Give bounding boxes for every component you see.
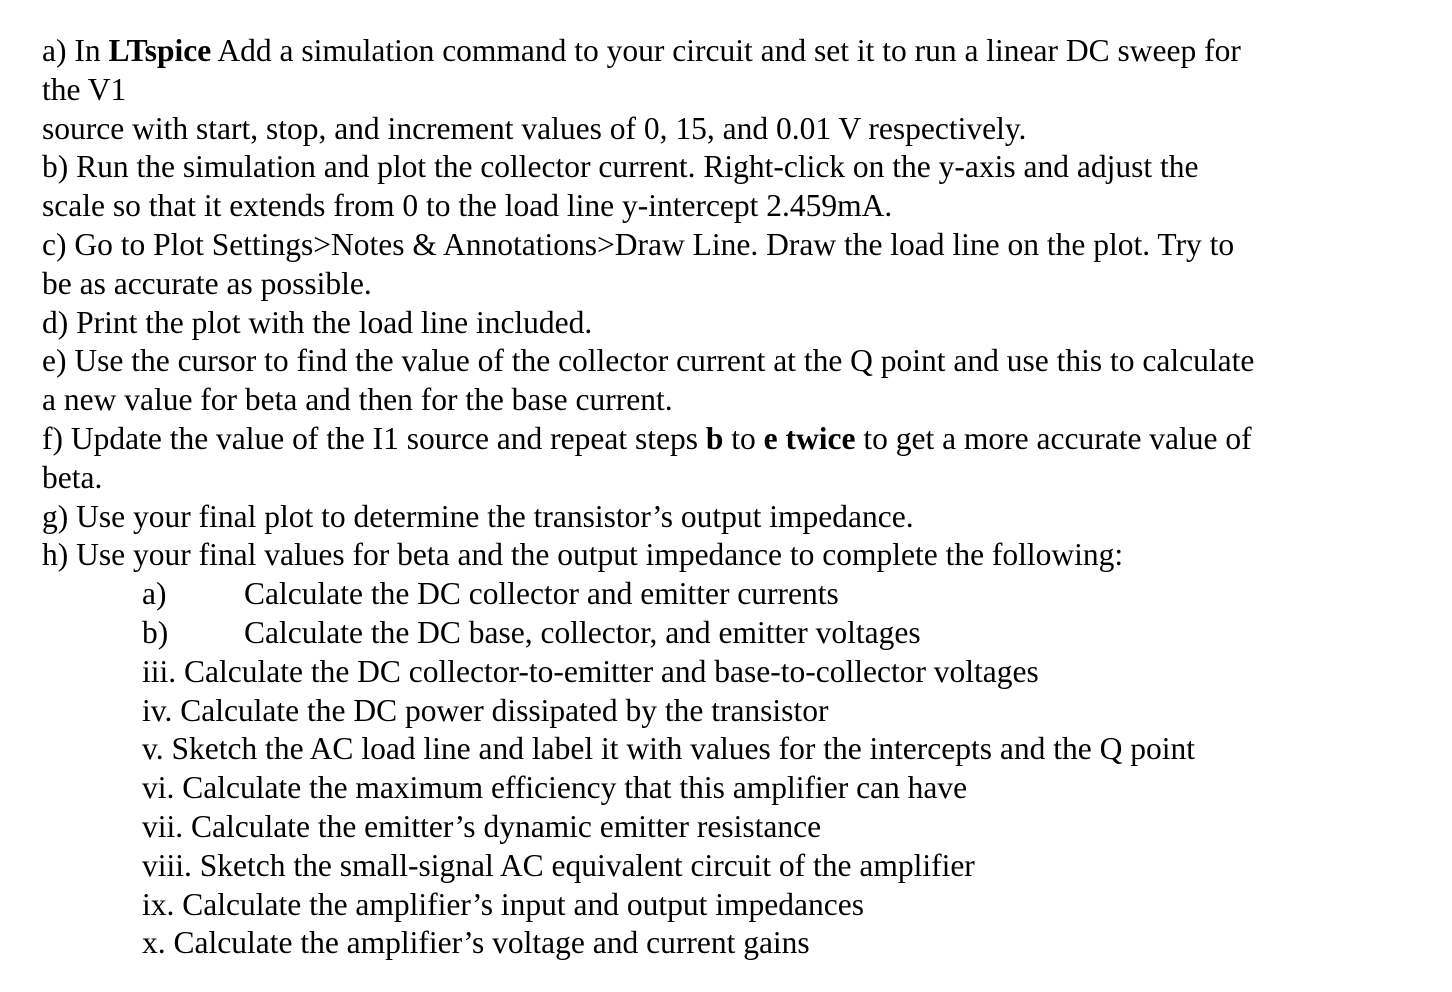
step-f-part-1: f) Update the value of the I1 source and repeat steps [42,420,706,456]
subitem-roman-iv: iv. Calculate the DC power dissipated by the transistor [142,692,829,728]
subitem-roman-iii: iii. Calculate the DC collector-to-emitter and base-to-collector voltages [142,653,1039,689]
step-a-bold-ltspice: LTspice [108,33,212,68]
step-f-line-1 [42,420,1437,459]
step-h-line-1: h) Use your final values for beta and the output impedance to complete the following: [42,537,1124,573]
subitem-roman-x: x. Calculate the amplifier’s voltage and current gains [142,925,810,961]
document-body [42,32,1437,963]
step-e-line-2: a new value for beta and then for the base current. [42,382,673,418]
subitem-text: Calculate the DC collector and emitter currents [244,576,839,612]
subitem-label: b) [142,614,169,650]
step-a-line-3: source with start, stop, and increment values of 0, 15, and 0.01 V respectively. [42,110,1027,146]
step-f-line-2: beta. [42,459,103,495]
step-d-line-1: d) Print the plot with the load line included. [42,304,593,340]
step-e-line-1: e) Use the cursor to find the value of the collector current at the Q point and use this to calculate [42,343,1255,379]
subitem-roman-v: v. Sketch the AC load line and label it with values for the intercepts and the Q point [142,731,1195,767]
step-f-bold-e-twice: e twice [763,420,856,456]
subitem-roman-vii: vii. Calculate the emitter’s dynamic emitter resistance [142,808,822,844]
step-a-prefix: a) In [42,33,109,68]
subitem-roman-ix: ix. Calculate the amplifier’s input and output impedances [142,886,864,922]
step-g-line-1: g) Use your final plot to determine the transistor’s output impedance. [42,498,914,534]
subitem-roman-viii: viii. Sketch the small-signal AC equivalent circuit of the amplifier [142,847,975,883]
subitem-text: Calculate the DC base, collector, and emitter voltages [244,614,921,650]
step-a-line-1 [42,32,1437,71]
step-b-line-2: scale so that it extends from 0 to the load line y-intercept 2.459mA. [42,188,893,224]
step-a-rest: Add a simulation command to your circuit and set it to run a linear DC sweep for [211,33,1241,68]
step-f-bold-b: b [705,420,724,456]
step-c-line-1: c) Go to Plot Settings>Notes & Annotations>Draw Line. Draw the load line on the plot. Try to [42,226,1235,262]
step-b-line-1: b) Run the simulation and plot the collector current. Right-click on the y-axis and adjust the [42,149,1199,185]
subitem-alpha-b [42,614,1437,653]
step-f-part-3: to get a more accurate value of [855,420,1252,456]
subitem-label: a) [142,576,167,612]
step-c-line-2: be as accurate as possible. [42,265,372,301]
step-f-part-2: to [723,420,764,456]
subitem-roman-vi: vi. Calculate the maximum efficiency that this amplifier can have [142,770,968,806]
step-a-line-2: the V1 [42,71,127,107]
subitem-alpha-a [42,575,1437,614]
